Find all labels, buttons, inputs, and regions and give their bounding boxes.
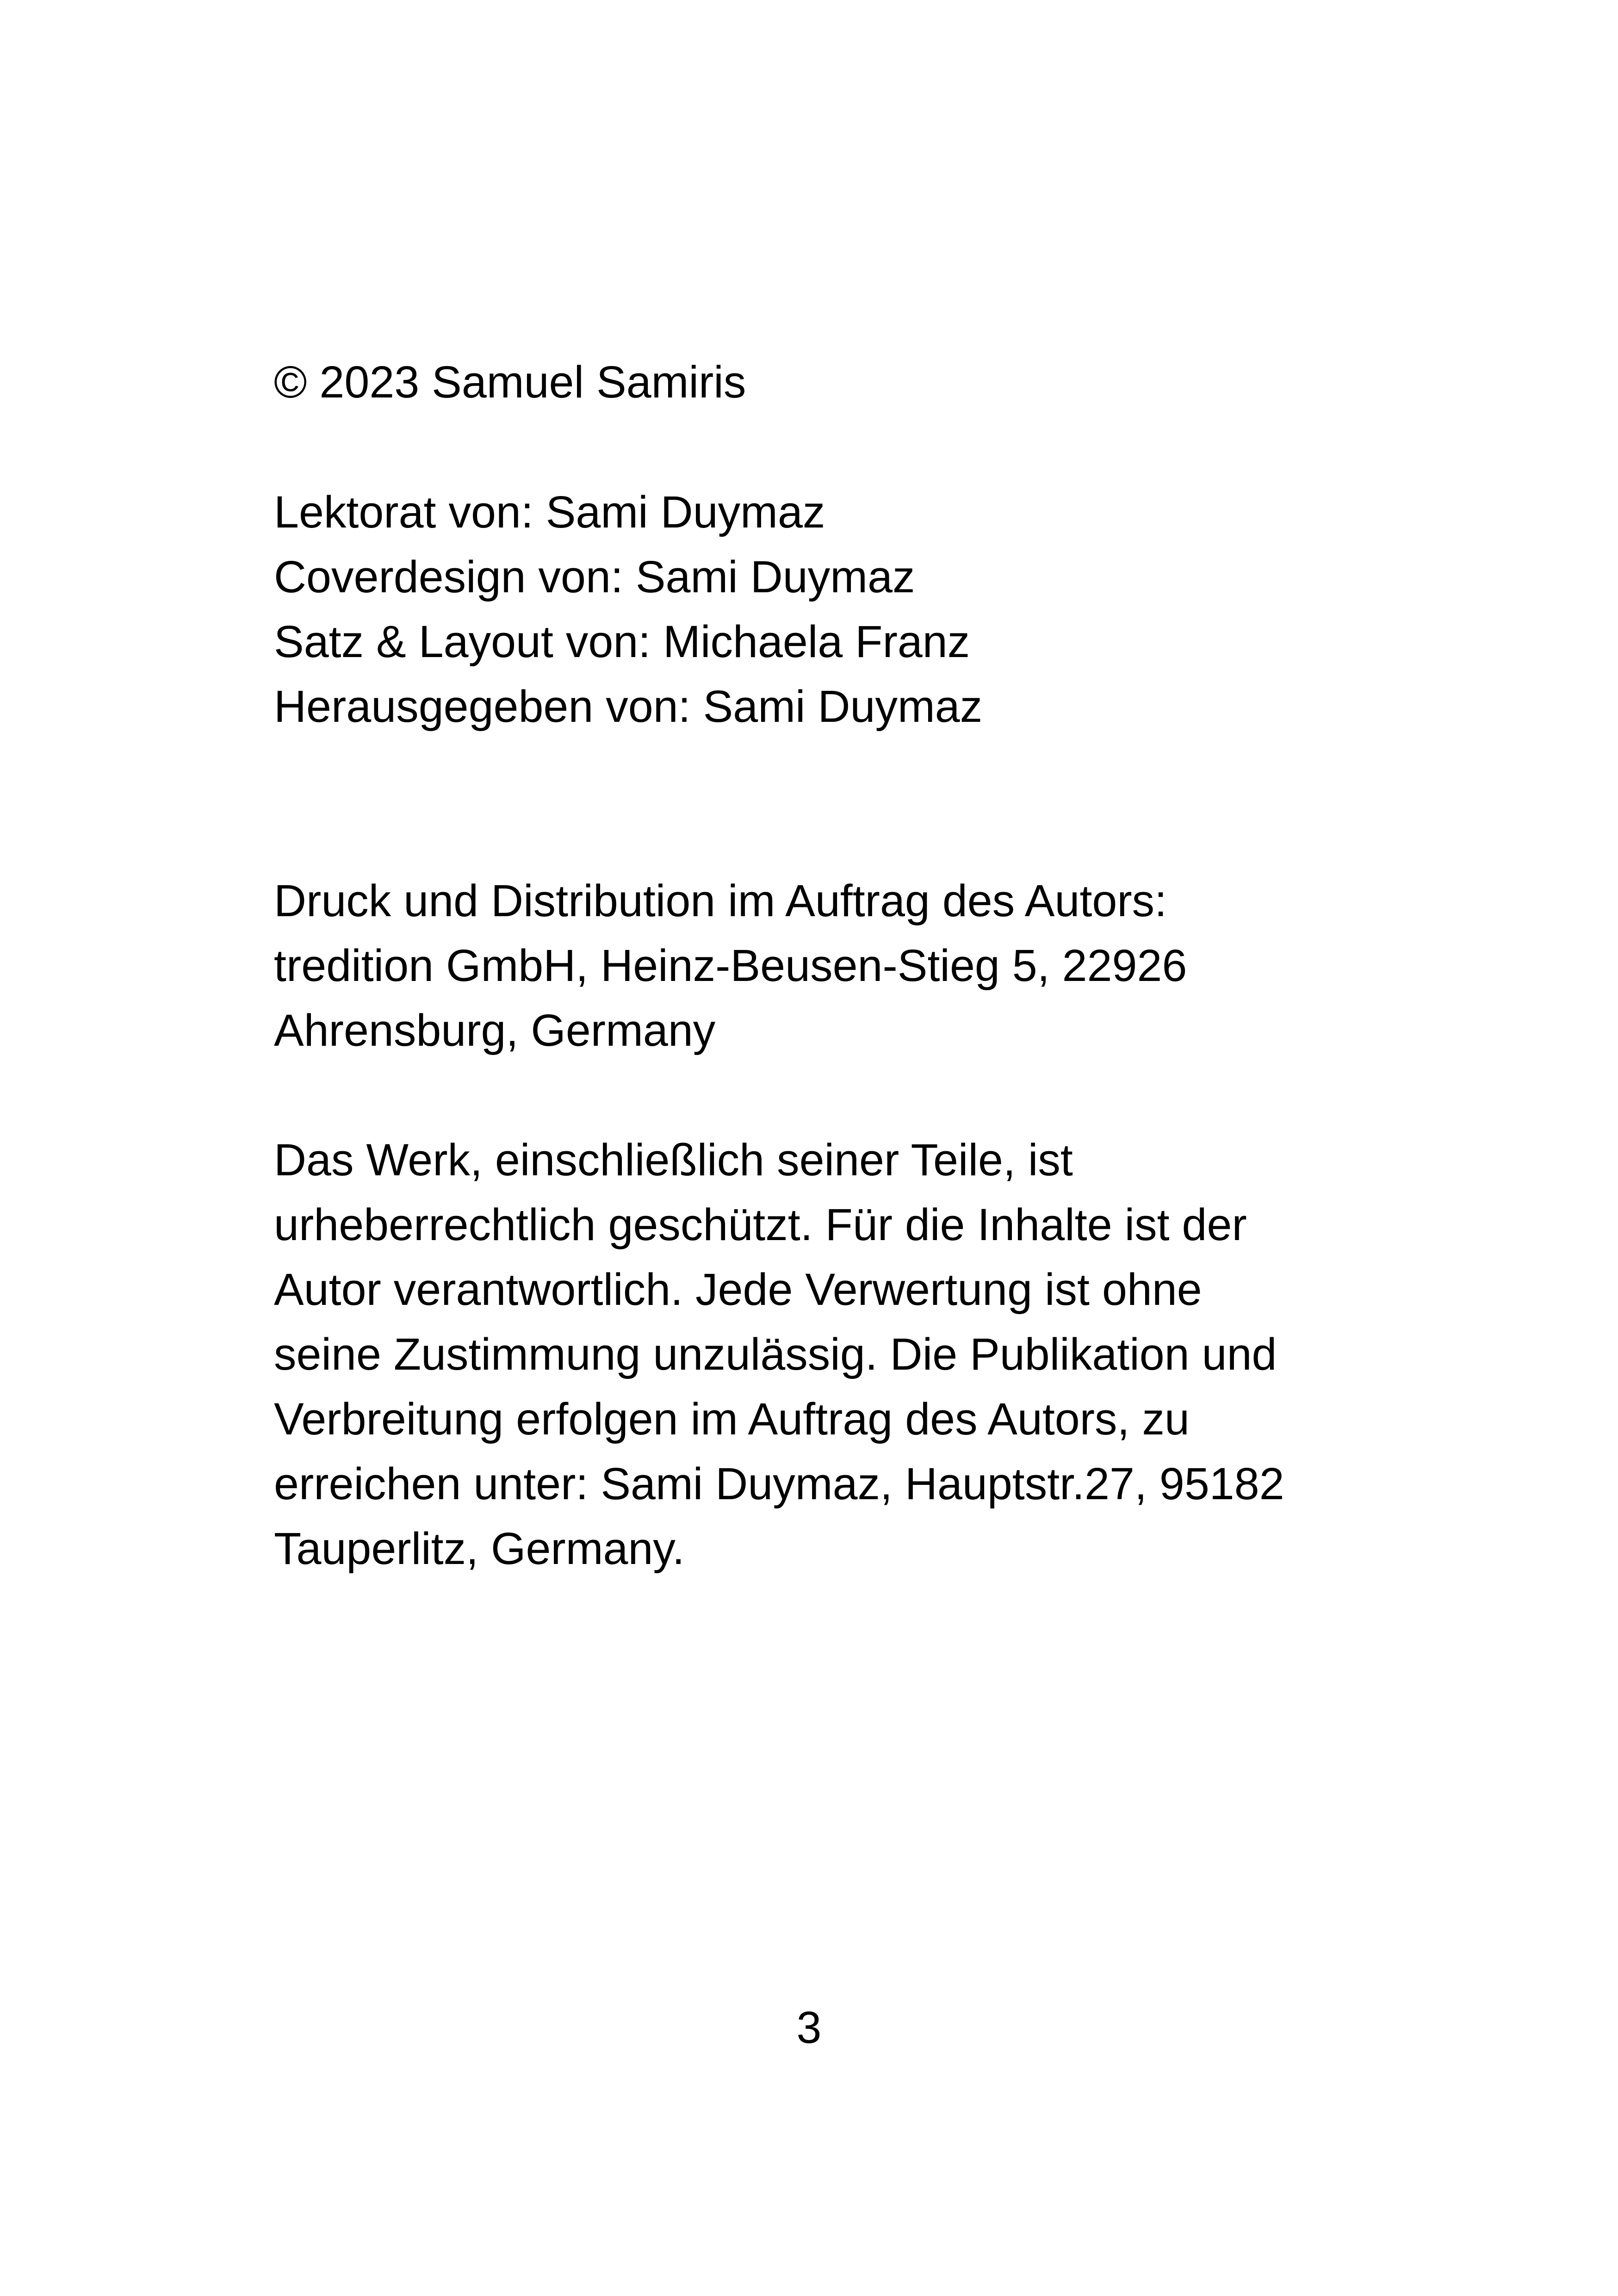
credit-typesetting: Satz & Layout von: Michaela Franz <box>274 616 970 667</box>
rights-line: seine Zustimmung unzulässig. Die Publikation und <box>274 1329 1277 1379</box>
credit-cover-design: Coverdesign von: Sami Duymaz <box>274 552 915 602</box>
copyright-notice <box>274 350 1431 415</box>
rights-line: urheberrechtlich geschützt. Für die Inhalte ist der <box>274 1199 1247 1250</box>
page-number: 3 <box>796 2002 822 2053</box>
rights-line: Verbreitung erfolgen im Auftrag des Autors, zu <box>274 1394 1190 1444</box>
rights-notice-block <box>274 1128 1431 1581</box>
printing-distribution-block <box>274 869 1431 1063</box>
rights-line: erreichen unter: Sami Duymaz, Hauptstr.27, 95182 <box>274 1458 1284 1509</box>
printing-line: Ahrensburg, Germany <box>274 1005 716 1055</box>
credits-block <box>274 480 1431 739</box>
credit-editing: Lektorat von: Sami Duymaz <box>274 487 825 537</box>
rights-line: Autor verantwortlich. Jede Verwertung ist ohne <box>274 1264 1202 1315</box>
rights-line: Tauperlitz, Germany. <box>274 1523 685 1574</box>
credit-publisher: Herausgegeben von: Sami Duymaz <box>274 681 983 732</box>
printing-line: tredition GmbH, Heinz-Beusen-Stieg 5, 22926 <box>274 940 1187 991</box>
rights-line: Das Werk, einschließlich seiner Teile, ist <box>274 1135 1073 1185</box>
copyright-line: © 2023 Samuel Samiris <box>274 357 746 407</box>
printing-line: Druck und Distribution im Auftrag des Autors: <box>274 875 1167 926</box>
